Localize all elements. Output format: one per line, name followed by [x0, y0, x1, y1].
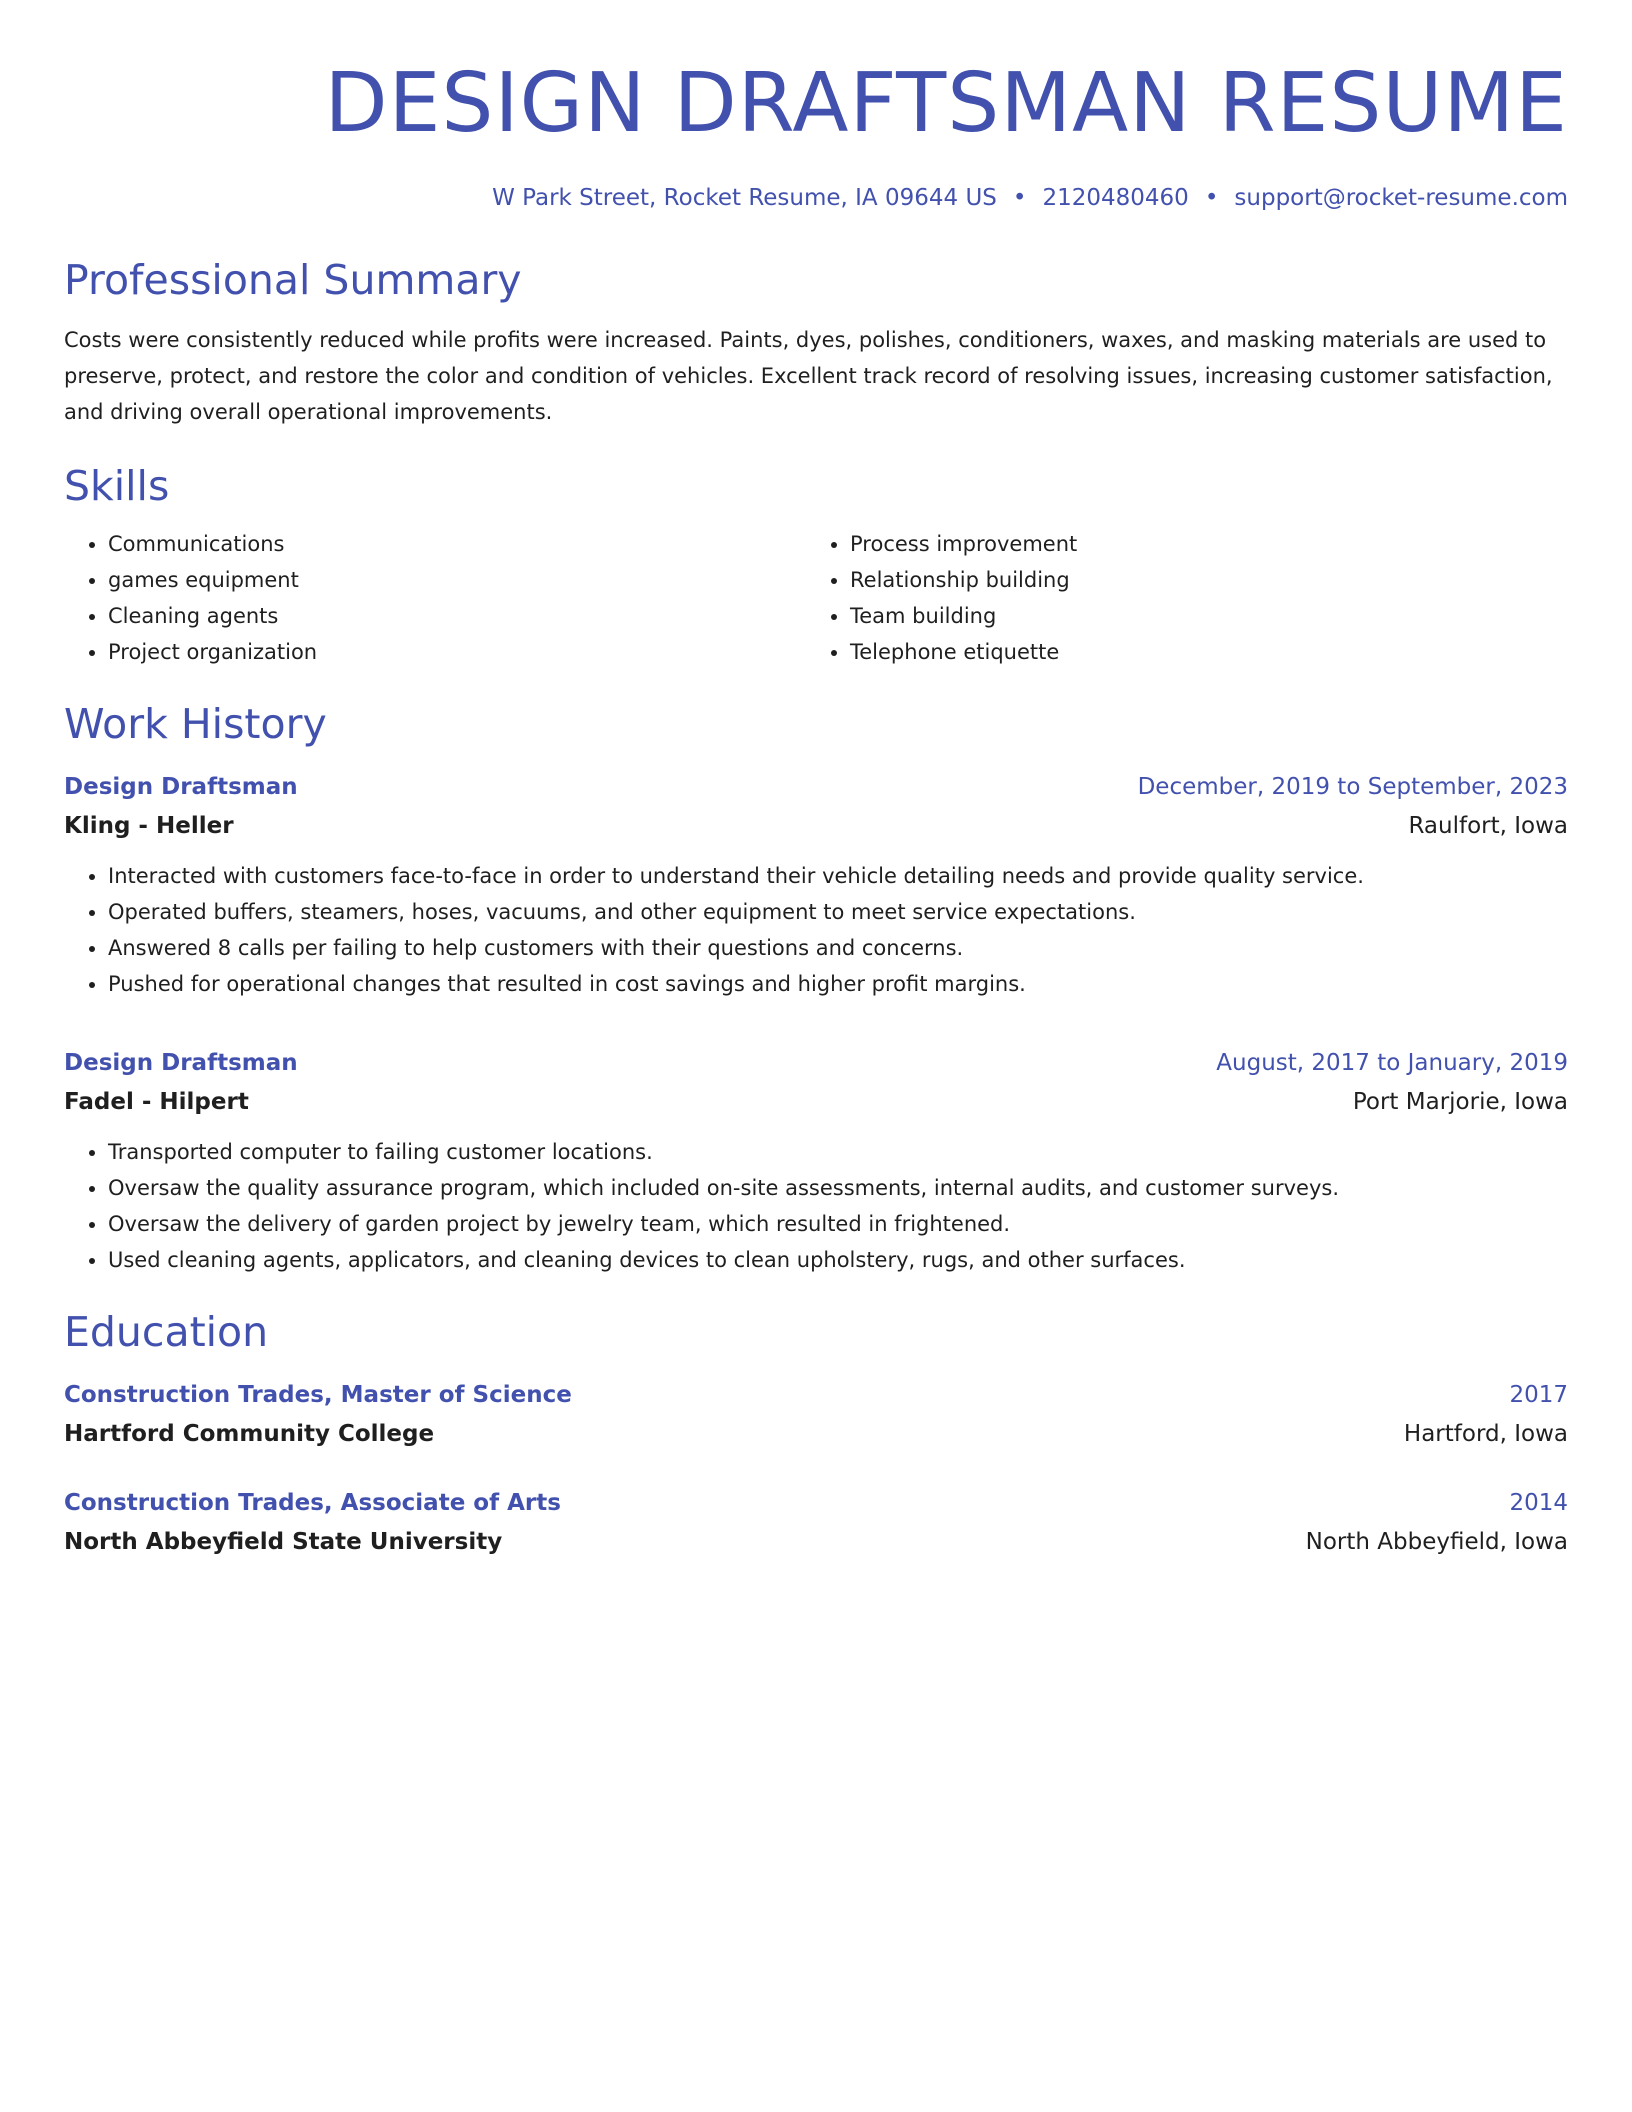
summary-heading: Professional Summary	[64, 256, 522, 304]
job-title: Design Draftsman	[64, 1050, 298, 1076]
education-year: 2014	[1509, 1490, 1568, 1516]
skills-heading: Skills	[64, 462, 170, 510]
education-heading: Education	[64, 1308, 269, 1356]
bullet-separator: •	[1204, 185, 1219, 211]
job-company-row	[64, 806, 1568, 846]
job-bullets	[64, 1134, 1568, 1278]
education-school-row	[64, 1522, 1568, 1562]
education-location: North Abbeyfield, Iowa	[1305, 1529, 1568, 1555]
skill-item: • Telephone etiquette	[850, 634, 1548, 670]
skill-item: • Process improvement	[850, 526, 1548, 562]
summary-section	[64, 254, 1568, 430]
skills-list-right	[806, 526, 1548, 670]
skill-item: • Team building	[850, 598, 1548, 634]
job-bullet: • Answered 8 calls per failing to help customers with their questions and concerns.	[108, 930, 1568, 966]
skills-grid	[64, 526, 1568, 670]
job-bullet: • Pushed for operational changes that resulted in cost savings and higher profit margins.	[108, 966, 1568, 1002]
skill-item: • Cleaning agents	[108, 598, 806, 634]
job-company: Fadel - Hilpert	[64, 1089, 249, 1115]
bullet-separator: •	[1012, 185, 1027, 211]
contact-address: W Park Street, Rocket Resume, IA 09644 US	[492, 185, 997, 211]
job-company: Kling - Heller	[64, 813, 234, 839]
education-school: North Abbeyfield State University	[64, 1529, 503, 1555]
job-dates: August, 2017 to January, 2019	[1216, 1050, 1568, 1076]
job-bullet: • Oversaw the delivery of garden project by jewelry team, which resulted in frightened.	[108, 1206, 1568, 1242]
job-bullet: • Transported computer to failing customer locations.	[108, 1134, 1568, 1170]
contact-line	[64, 182, 1568, 214]
education-year: 2017	[1509, 1382, 1568, 1408]
job-location: Raulfort, Iowa	[1408, 813, 1568, 839]
skill-item: • Communications	[108, 526, 806, 562]
job-dates: December, 2019 to September, 2023	[1137, 774, 1568, 800]
skill-item: • Project organization	[108, 634, 806, 670]
contact-email: support@rocket-resume.com	[1234, 185, 1568, 211]
job-location: Port Marjorie, Iowa	[1352, 1089, 1568, 1115]
education-entry	[64, 1484, 1568, 1562]
education-degree-row	[64, 1484, 1568, 1522]
job-bullet: • Used cleaning agents, applicators, and cleaning devices to clean upholstery, rugs, and other surfaces.	[108, 1242, 1568, 1278]
job-title-row	[64, 768, 1568, 806]
resume-header	[64, 56, 1568, 214]
education-location: Hartford, Iowa	[1403, 1421, 1568, 1447]
education-degree-row	[64, 1376, 1568, 1414]
job-title: Design Draftsman	[64, 774, 298, 800]
skill-item: • Relationship building	[850, 562, 1548, 598]
job-entry	[64, 768, 1568, 1002]
job-title-row	[64, 1044, 1568, 1082]
job-bullets	[64, 858, 1568, 1002]
education-degree: Construction Trades, Master of Science	[64, 1382, 572, 1408]
summary-text: Costs were consistently reduced while profits were increased. Paints, dyes, polishes, conditioners, waxes, and masking materials are used to preserve, protect, and restore the color and condition of vehicles. Excellent track record of resolving issues, increasing customer satisfaction, and driving overall operational improvements.	[64, 328, 1553, 424]
education-section	[64, 1306, 1568, 1562]
contact-phone: 2120480460	[1042, 185, 1189, 211]
job-bullet: • Operated buffers, steamers, hoses, vacuums, and other equipment to meet service expectations.	[108, 894, 1568, 930]
job-bullet: • Oversaw the quality assurance program, which included on-site assessments, internal audits, and customer surveys.	[108, 1170, 1568, 1206]
education-entry	[64, 1376, 1568, 1454]
skill-item: • games equipment	[108, 562, 806, 598]
skills-list-left	[64, 526, 806, 670]
education-degree: Construction Trades, Associate of Arts	[64, 1490, 561, 1516]
work-history-heading: Work History	[64, 700, 327, 748]
job-bullet: • Interacted with customers face-to-face in order to understand their vehicle detailing needs and provide quality service.	[108, 858, 1568, 894]
job-company-row	[64, 1082, 1568, 1122]
skills-section	[64, 460, 1568, 670]
work-history-section	[64, 698, 1568, 1278]
education-school-row	[64, 1414, 1568, 1454]
job-entry	[64, 1044, 1568, 1278]
resume-title: DESIGN DRAFTSMAN RESUME	[324, 56, 1568, 151]
education-school: Hartford Community College	[64, 1421, 435, 1447]
